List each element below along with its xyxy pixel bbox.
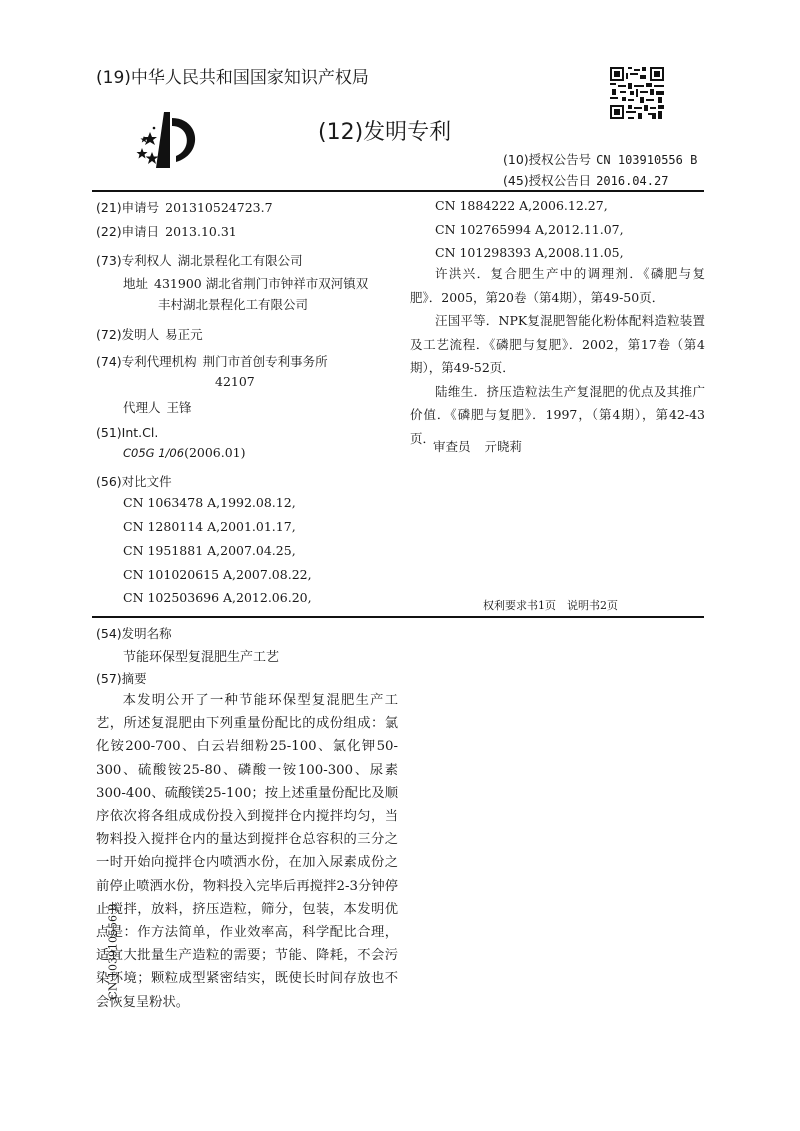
agency-code-value: 42107 xyxy=(215,374,255,389)
patentee xyxy=(96,251,303,269)
abstract-label: (57)摘要 xyxy=(96,671,147,686)
application-number-label: (21)申请号 xyxy=(96,200,160,215)
page-counts: 权利要求书1页 说明书2页 xyxy=(483,599,618,612)
grant-date xyxy=(503,171,668,189)
citation-item: CN 101298393 A,2008.11.05, xyxy=(435,245,624,260)
address-continued xyxy=(158,295,308,313)
title-label: (54)发明名称 xyxy=(96,626,172,641)
header-divider xyxy=(92,190,704,192)
examiner-value: 亓晓莉 xyxy=(484,439,523,454)
grant-number xyxy=(503,150,697,168)
citation-item: CN 102765994 A,2012.11.07, xyxy=(435,222,624,237)
address-line2: 丰村湖北景程化工有限公司 xyxy=(158,297,309,312)
grant-number-label: (10)授权公告号 xyxy=(503,152,592,167)
abstract-divider xyxy=(92,616,704,618)
application-date-label: (22)申请日 xyxy=(96,224,160,239)
nonpatent-citation: 陆维生．挤压造粒法生产复混肥的优点及其推广价值．《磷肥与复肥》．1997，（第4期），第42-43页． xyxy=(410,383,705,446)
inventor-label: (72)发明人 xyxy=(96,327,160,342)
citation-item: CN 1280114 A,2001.01.17, xyxy=(123,519,296,534)
citation-item: CN 102503696 A,2012.06.20, xyxy=(123,590,312,605)
agency-code xyxy=(215,374,255,390)
ipc-label-row xyxy=(96,425,158,441)
application-date xyxy=(96,222,237,240)
ipc-code: C05G 1/06 xyxy=(123,446,185,460)
application-date-value: 2013.10.31 xyxy=(165,224,237,239)
citation-item: CN 1951881 A,2007.04.25, xyxy=(123,543,296,558)
ipc-version: (2006.01) xyxy=(184,445,246,460)
ipc-label: (51)Int.Cl. xyxy=(96,425,159,440)
citations-heading xyxy=(96,472,172,490)
agency-label: (74)专利代理机构 xyxy=(96,354,197,369)
grant-date-label: (45)授权公告日 xyxy=(503,173,592,188)
office-name: (19)中华人民共和国国家知识产权局 xyxy=(96,68,369,88)
cnipa-logo-icon xyxy=(130,108,202,170)
address xyxy=(123,274,368,292)
address-line1: 431900 湖北省荆门市钟祥市双河镇双 xyxy=(154,276,369,291)
invention-title-value: 节能环保型复混肥生产工艺 xyxy=(123,650,280,665)
nonpatent-citation: 许洪兴．复合肥生产中的调理剂．《磷肥与复肥》．2005，第20卷（第4期），第49-50页． xyxy=(410,266,705,305)
ipc-classification xyxy=(123,445,246,461)
agent xyxy=(123,398,192,416)
application-number-value: 201310524723.7 xyxy=(165,200,273,215)
agent-label: 代理人 xyxy=(123,400,161,415)
examiner xyxy=(433,437,522,455)
address-label: 地址 xyxy=(123,276,149,291)
title-heading xyxy=(96,624,172,642)
nonpatent-citation: 汪国平等．NPK复混肥智能化粉体配料造粒装置及工艺流程．《磷肥与复肥》．2002，第17卷（第4期），第49-52页． xyxy=(410,313,705,375)
citation-item: CN 1063478 A,1992.08.12, xyxy=(123,495,296,510)
agent-value: 王锋 xyxy=(166,400,192,415)
agency-value: 荆门市首创专利事务所 xyxy=(202,354,328,369)
invention-title xyxy=(123,646,279,665)
citations-label: (56)对比文件 xyxy=(96,474,172,489)
application-number xyxy=(96,198,273,216)
examiner-label: 审查员 xyxy=(433,439,471,454)
grant-date-value: 2016.04.27 xyxy=(596,174,669,188)
abstract-text: 本发明公开了一种节能环保型复混肥生产工艺，所述复混肥由下列重量份配比的成份组成：氯化铵200-700、白云岩细粉25-100、氯化钾50-300、硫酸铵25-80、磷酸一铵100-300、尿素300-400、硫酸镁25-100；按上述重量份配比及顺序依次将各组成成份投入到搅拌仓内搅拌均匀，当物料投入搅拌仓内的量达到搅拌仓总容积的三分之一时开始向搅拌仓内喷洒水份，在加入尿素成份之前停止喷洒水份，物料投入完毕后再搅拌2-3分钟停止搅拌，放料，挤压造粒，筛分，包装，本发明优点是：作方法简单，作业效率高，科学配比合理，适宜大批量生产造粒的需要；节能、降耗，不会污染环境；颗粒成型紧密结实，既使长时间存放也不会恢复呈粉状。 xyxy=(96,693,398,1010)
inventor xyxy=(96,325,203,343)
document-kind: (12)发明专利 xyxy=(318,120,452,145)
citation-item: CN 1884222 A,2006.12.27, xyxy=(435,198,608,213)
side-publication-number: CN 103910556 B xyxy=(106,903,120,1000)
nonpatent-citations xyxy=(410,262,705,450)
patentee-label: (73)专利权人 xyxy=(96,253,172,268)
qr-code-icon xyxy=(610,67,664,119)
grant-number-value: CN 103910556 B xyxy=(596,153,698,167)
inventor-value: 易正元 xyxy=(165,327,203,342)
citation-item: CN 101020615 A,2007.08.22, xyxy=(123,567,312,582)
patentee-value: 湖北景程化工有限公司 xyxy=(177,253,303,268)
agency xyxy=(96,352,328,370)
abstract-heading xyxy=(96,669,147,687)
